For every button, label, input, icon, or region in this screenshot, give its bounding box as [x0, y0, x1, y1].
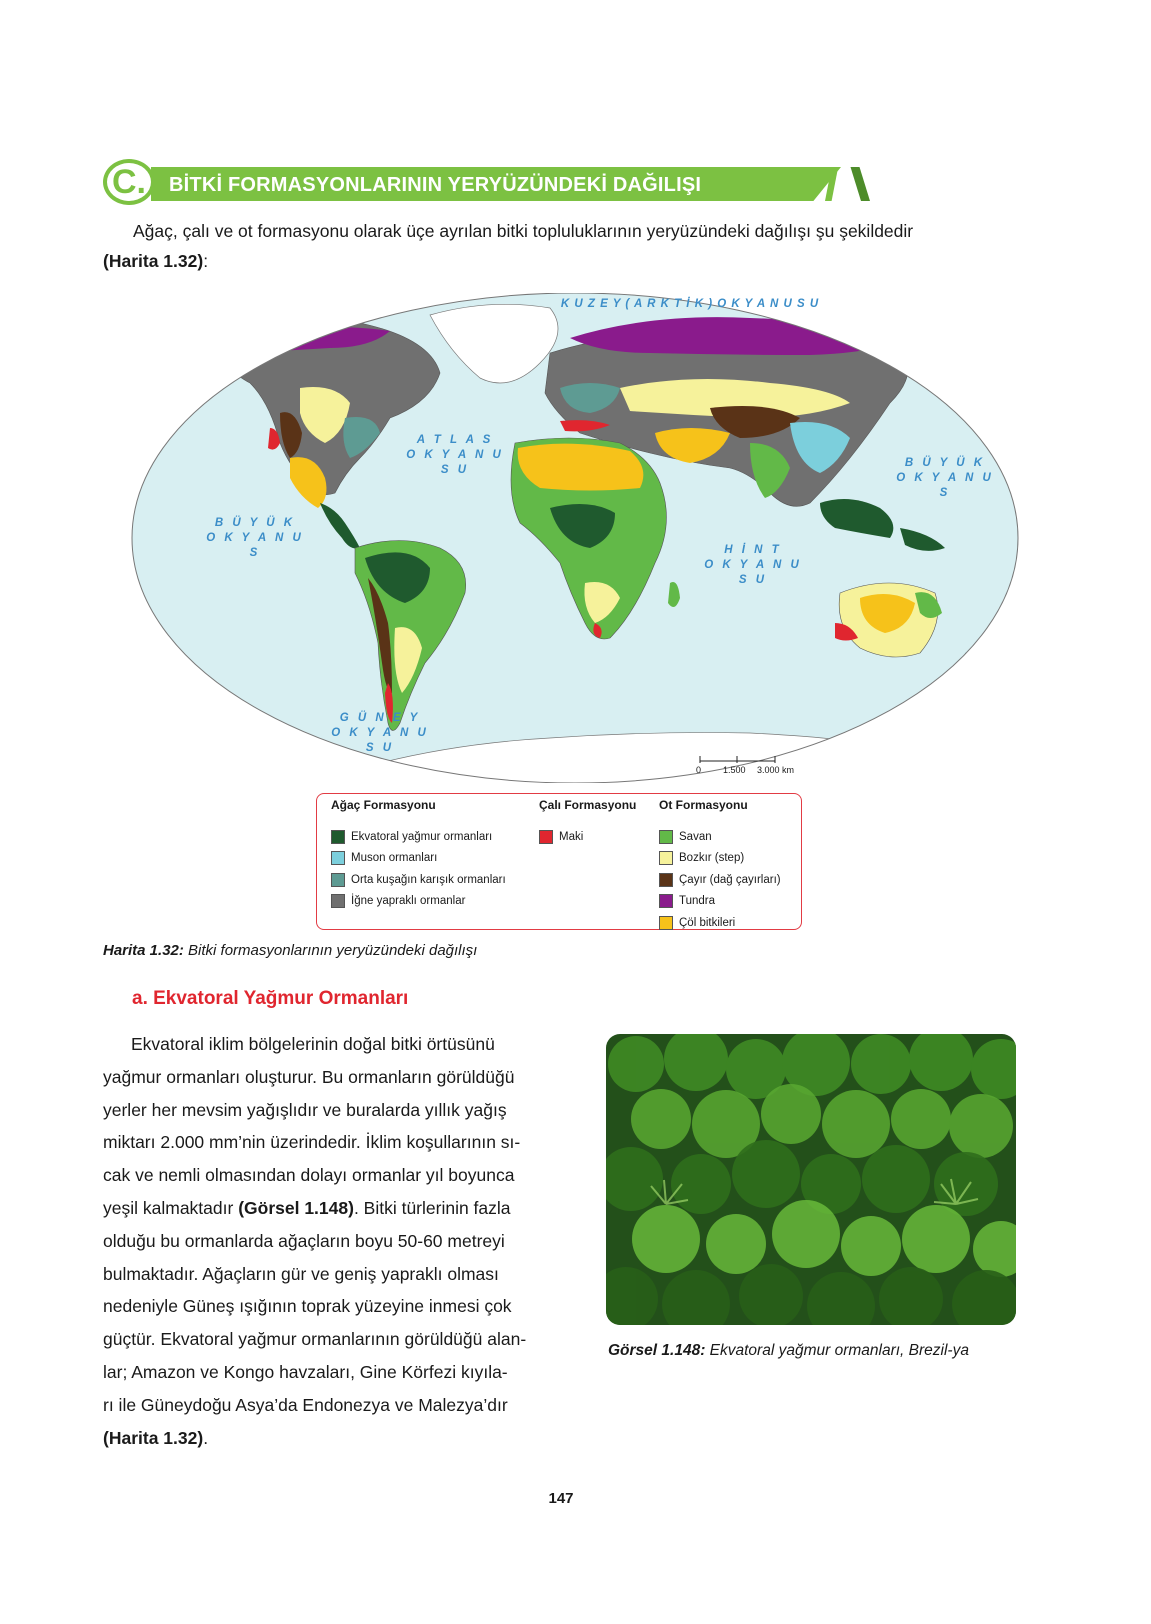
punctuation: : — [203, 251, 209, 271]
map-legend — [316, 793, 802, 930]
legend-swatch — [331, 830, 345, 844]
photo-reference: (Görsel 1.148) — [238, 1197, 354, 1218]
legend-item — [659, 826, 781, 848]
legend-item — [331, 826, 506, 848]
map-caption-text: Bitki formasyonlarının yeryüzündeki dağılışı — [183, 942, 478, 959]
legend-shrub-group — [539, 798, 636, 848]
scale-label-3000: 3.000 km — [757, 765, 795, 775]
body-line: cak ve nemli olmasından dolayı ormanlar yıl boyunca — [103, 1165, 515, 1186]
ocean-label-pacific-east: B Ü Y Ü K O K Y A N U S — [896, 457, 994, 499]
body-line-text: . Bitki türlerinin fazla — [353, 1197, 511, 1218]
page-number: 147 — [548, 1490, 574, 1507]
legend-swatch — [539, 830, 553, 844]
legend-heading: Ağaç Formasyonu — [331, 798, 436, 812]
ocean-label-atlantic: A T L A S O K Y A N U S U — [406, 434, 504, 476]
legend-label: Ekvatoral yağmur ormanları — [351, 830, 493, 843]
legend-label: Bozkır (step) — [679, 852, 745, 865]
body-line: nedeniyle Güneş ışığının toprak yüzeyine inmesi çok — [103, 1296, 512, 1317]
legend-label: Çöl bitkileri — [679, 916, 736, 929]
body-line: miktarı 2.000 mm’nin üzerindedir. İklim koşullarının sı- — [103, 1132, 521, 1153]
ocean-label-arctic: K U Z E Y ( A R K T İ K ) O K Y A N U S U — [560, 298, 820, 310]
body-line: bulmaktadır. Ağaçların gür ve geniş yapraklı olması — [103, 1263, 499, 1284]
decor-stripe — [843, 167, 873, 201]
legend-swatch — [659, 916, 673, 930]
rainforest-image — [606, 1034, 1016, 1325]
ocean-label-southern: G Ü N E Y O K Y A N U S U — [331, 712, 429, 754]
legend-heading: Ot Formasyonu — [659, 798, 748, 812]
legend-label: Tundra — [679, 895, 716, 908]
photo-caption — [608, 1340, 1018, 1361]
photo-caption-text: Ekvatoral yağmur ormanları, Brezil-ya — [705, 1342, 969, 1359]
scale-label-1500: 1.500 — [723, 765, 746, 775]
legend-label: Çayır (dağ çayırları) — [679, 873, 781, 886]
ocean-label-indian: H İ N T O K Y A N U S U — [704, 544, 802, 586]
legend-swatch — [659, 873, 673, 887]
legend-swatch — [331, 894, 345, 908]
map-caption — [103, 942, 477, 959]
legend-item — [331, 848, 506, 870]
rainforest-photo — [606, 1034, 1016, 1325]
body-line: yağmur ormanları oluşturur. Bu ormanların görüldüğü — [103, 1066, 515, 1087]
subheading: a. Ekvatoral Yağmur Ormanları — [132, 988, 409, 1009]
legend-swatch — [331, 873, 345, 887]
legend-tree-group — [331, 798, 506, 912]
body-line: olduğu bu ormanlarda ağaçların boyu 50-60 metreyi — [103, 1230, 505, 1251]
legend-label: İğne yapraklı ormanlar — [351, 895, 466, 908]
legend-item — [659, 912, 781, 934]
ocean-label-pacific-west: B Ü Y Ü K O K Y A N U S — [206, 517, 304, 559]
section-header — [103, 155, 863, 211]
legend-label: Muson ormanları — [351, 852, 438, 865]
legend-swatch — [659, 851, 673, 865]
legend-item — [331, 869, 506, 891]
legend-label: Orta kuşağın karışık ormanları — [351, 873, 506, 886]
body-line: yerler her mevsim yağışlıdır ve buralarda yıllık yağış — [103, 1099, 507, 1120]
photo-caption-label: Görsel 1.148: — [608, 1342, 706, 1359]
section-title: BİTKİ FORMASYONLARININ YERYÜZÜNDEKİ DAĞILIŞI — [169, 174, 702, 196]
intro-text: Ağaç, çalı ve ot formasyonu olarak üçe ayrılan bitki topluluklarının yeryüzündeki dağılışı şu şekildedir — [133, 221, 914, 241]
legend-label: Savan — [679, 830, 712, 843]
legend-label: Maki — [559, 830, 584, 843]
body-line-text: yeşil kalmaktadır — [103, 1197, 239, 1218]
map-reference: (Harita 1.32) — [103, 1427, 204, 1448]
legend-item — [331, 891, 506, 913]
body-paragraph — [103, 1028, 578, 1454]
body-line — [103, 1192, 578, 1225]
map-reference: (Harita 1.32) — [103, 251, 204, 271]
legend-swatch — [659, 830, 673, 844]
scale-label-0: 0 — [696, 765, 702, 775]
body-line: lar; Amazon ve Kongo havzaları, Gine Körfezi kıyıla- — [103, 1361, 508, 1382]
legend-item — [659, 869, 781, 891]
body-line — [103, 1422, 578, 1455]
legend-item — [659, 891, 781, 913]
legend-item — [539, 826, 636, 848]
legend-grass-group — [659, 798, 781, 934]
legend-swatch — [659, 894, 673, 908]
punctuation: . — [203, 1427, 209, 1448]
map-caption-label: Harita 1.32: — [103, 942, 184, 959]
body-line: güçtür. Ekvatoral yağmur ormanlarının görüldüğü alan- — [103, 1329, 527, 1350]
section-badge: C. — [103, 159, 155, 205]
intro-paragraph — [103, 216, 1023, 276]
body-line: Ekvatoral iklim bölgelerinin doğal bitki örtüsünü — [131, 1034, 495, 1054]
body-line: rı ile Güneydoğu Asya’da Endonezya ve Malezya’dır — [103, 1394, 508, 1415]
vegetation-map — [130, 293, 1020, 783]
legend-heading: Çalı Formasyonu — [539, 798, 637, 812]
legend-item — [659, 848, 781, 870]
legend-swatch — [331, 851, 345, 865]
